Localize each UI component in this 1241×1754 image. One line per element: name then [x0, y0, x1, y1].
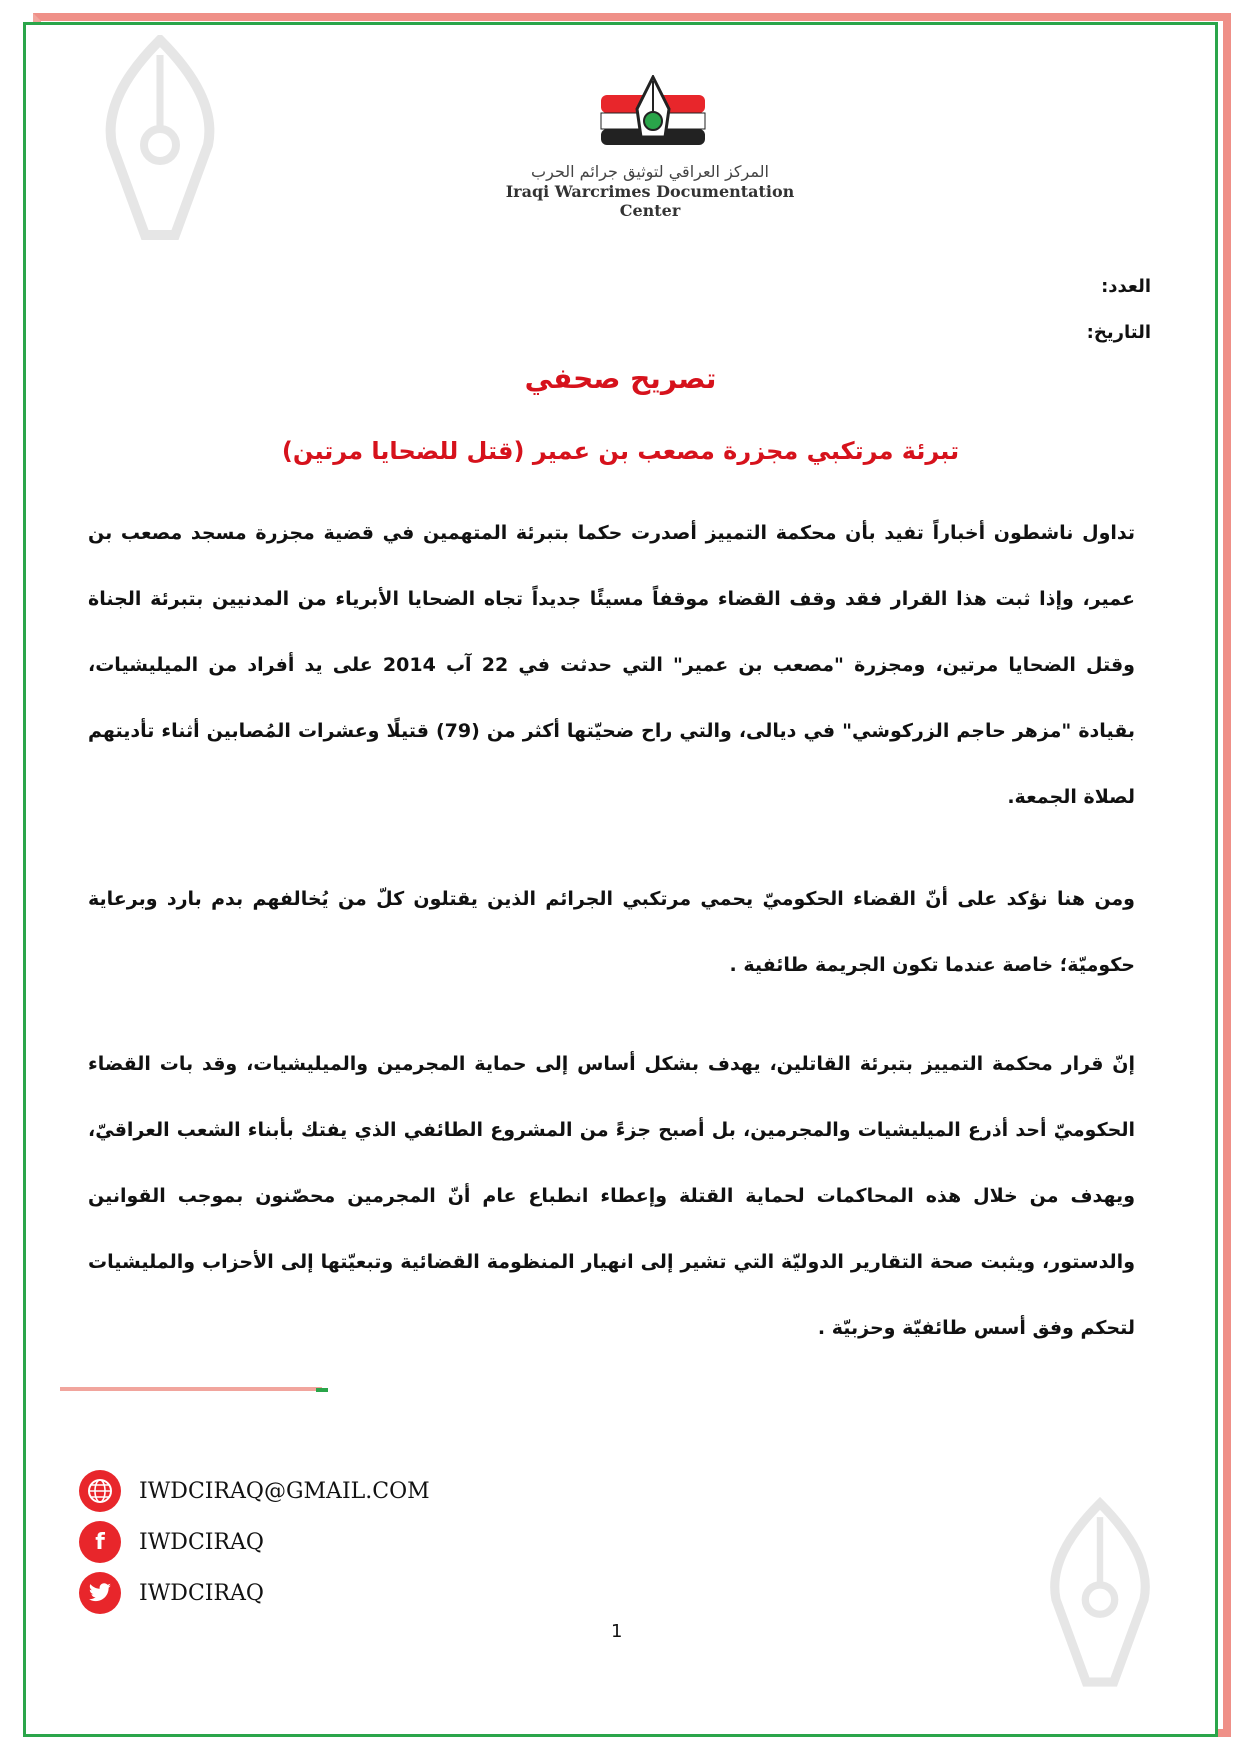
logo-icon — [597, 75, 709, 153]
paragraph-3: إنّ قرار محكمة التمييز بتبرئة القاتلين، يهدف بشكل أساس إلى حماية المجرمين والميليشيات، وقد بات القضاء الحكوميّ أحد أذرع الميليشيات والمجرمين، بل أصبح جزءً من المشروع الطائفي الذي يفتك بأبناء الشعب العراقيّ، ويهدف من خلال هذه المحاكمات لحماية القتلة وإعطاء انطباع عام أنّ المجرمين محصّنون بموجب القوانين والدستور، ويثبت صحة التقارير الدوليّة التي تشير إلى انهيار المنظومة القضائية وتبعيّتها إلى الأحزاب والمليشيات لتحكم وفق أسس طائفيّة وحزبيّة . — [88, 1053, 1135, 1339]
document-subtitle: تبرئة مرتكبي مجزرة مصعب بن عمير (قتل للضحايا مرتين) — [281, 437, 960, 465]
twitter-icon — [79, 1572, 121, 1614]
twitter-text: IWDCIRAQ — [139, 1580, 264, 1606]
pen-nib-watermark-icon — [1045, 1495, 1155, 1695]
globe-icon — [79, 1470, 121, 1512]
contact-twitter[interactable] — [79, 1572, 264, 1614]
facebook-text: IWDCIRAQ — [139, 1529, 264, 1555]
org-name-english: Iraqi Warcrimes Documentation Center — [505, 182, 795, 220]
footer-divider — [60, 1387, 322, 1391]
date-label: التاريخ: — [1086, 322, 1151, 343]
number-label: العدد: — [1101, 276, 1151, 297]
contact-email[interactable] — [79, 1470, 430, 1512]
footer-divider-accent — [316, 1388, 328, 1392]
pen-nib-watermark-icon — [100, 35, 220, 245]
org-name-arabic: المركز العراقي لتوثيق جرائم الحرب — [531, 162, 769, 181]
paragraph-2: ومن هنا نؤكد على أنّ القضاء الحكوميّ يحمي مرتكبي الجرائم الذين يقتلون كلّ من يُخالفهم بدم بارد وبرعاية حكوميّة؛ خاصة عندما تكون الجريمة طائفية . — [88, 888, 1135, 976]
contact-facebook[interactable] — [79, 1521, 264, 1563]
email-text: IWDCIRAQ@GMAIL.COM — [139, 1478, 430, 1504]
paragraph-1: تداول ناشطون أخباراً تفيد بأن محكمة التمييز أصدرت حكما بتبرئة المتهمين في قضية مجزرة مسجد مصعب بن عمير، وإذا ثبت هذا القرار فقد وقف القضاء موقفاً مسيئًا جديداً تجاه الضحايا الأبرياء من المدنيين بتبرئة الجناة وقتل الضحايا مرتين، ومجزرة "مصعب بن عمير" التي حدثت في 22 آب 2014 على يد أفراد من الميليشيات، بقيادة "مزهر حاجم الزركوشي" في ديالى، والتي راح ضحيّتها أكثر من (79) قتيلًا وعشرات المُصابين أثناء تأديتهم لصلاة الجمعة. — [88, 522, 1136, 808]
document-title: تصريح صحفي — [524, 362, 717, 395]
page-number: 1 — [611, 1621, 623, 1642]
facebook-icon: f — [79, 1521, 121, 1563]
